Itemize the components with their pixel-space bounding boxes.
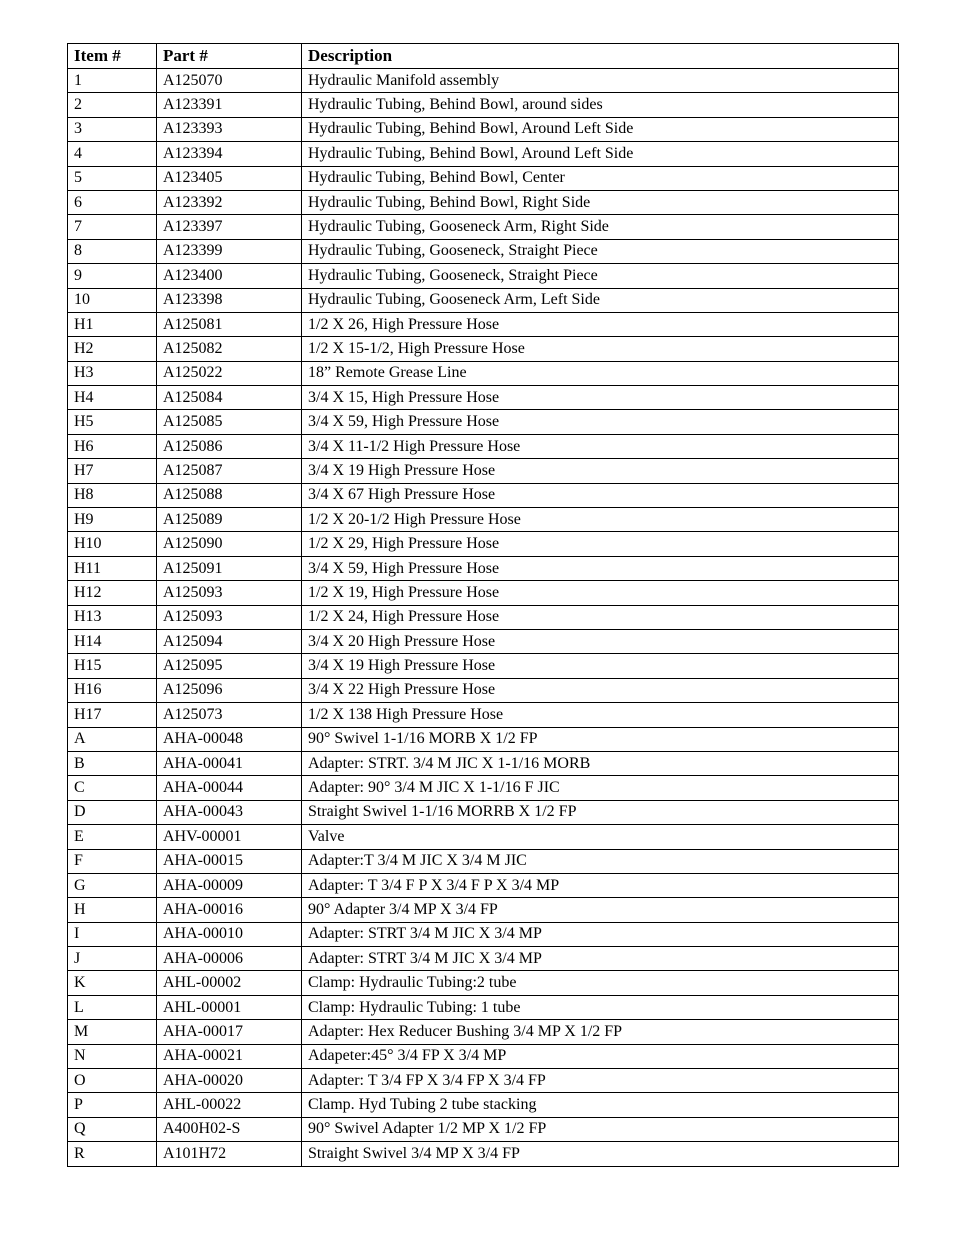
- item-number-cell: M: [68, 1020, 157, 1044]
- item-number-cell: H11: [68, 556, 157, 580]
- item-number-cell: N: [68, 1044, 157, 1068]
- table-row: [68, 337, 899, 361]
- part-number-cell: A125087: [157, 459, 302, 483]
- table-row: [68, 873, 899, 897]
- part-number-cell: AHA-00044: [157, 776, 302, 800]
- description-cell: Straight Swivel 1-1/16 MORRB X 1/2 FP: [302, 800, 899, 824]
- description-cell: Straight Swivel 3/4 MP X 3/4 FP: [302, 1142, 899, 1166]
- item-number-cell: O: [68, 1069, 157, 1093]
- table-row: [68, 142, 899, 166]
- description-cell: Hydraulic Tubing, Behind Bowl, Center: [302, 166, 899, 190]
- table-row: [68, 1117, 899, 1141]
- item-number-cell: H4: [68, 386, 157, 410]
- item-number-cell: H7: [68, 459, 157, 483]
- part-number-cell: A123393: [157, 117, 302, 141]
- table-header: [68, 44, 899, 69]
- item-number-cell: H10: [68, 532, 157, 556]
- part-number-cell: AHL-00022: [157, 1093, 302, 1117]
- part-number-cell: A125093: [157, 581, 302, 605]
- description-cell: Adapter: STRT. 3/4 M JIC X 1-1/16 MORB: [302, 751, 899, 775]
- part-number-cell: A125022: [157, 361, 302, 385]
- table-row: [68, 288, 899, 312]
- description-cell: Hydraulic Tubing, Gooseneck Arm, Right Side: [302, 215, 899, 239]
- part-number-cell: A123394: [157, 142, 302, 166]
- part-number-cell: AHA-00010: [157, 922, 302, 946]
- table-row: [68, 1020, 899, 1044]
- part-number-cell: AHL-00002: [157, 971, 302, 995]
- item-number-cell: J: [68, 947, 157, 971]
- part-number-cell: A125070: [157, 69, 302, 93]
- header-description: Description: [302, 44, 899, 69]
- table-row: [68, 849, 899, 873]
- description-cell: Adapeter:45° 3/4 FP X 3/4 MP: [302, 1044, 899, 1068]
- part-number-cell: A125093: [157, 605, 302, 629]
- description-cell: 1/2 X 29, High Pressure Hose: [302, 532, 899, 556]
- part-number-cell: AHA-00006: [157, 947, 302, 971]
- description-cell: Adapter: Hex Reducer Bushing 3/4 MP X 1/2 FP: [302, 1020, 899, 1044]
- table-row: [68, 1142, 899, 1166]
- part-number-cell: A125084: [157, 386, 302, 410]
- table-row: [68, 312, 899, 336]
- table-row: [68, 410, 899, 434]
- part-number-cell: AHA-00043: [157, 800, 302, 824]
- description-cell: Hydraulic Tubing, Behind Bowl, around sides: [302, 93, 899, 117]
- description-cell: Hydraulic Manifold assembly: [302, 69, 899, 93]
- item-number-cell: 10: [68, 288, 157, 312]
- item-number-cell: H2: [68, 337, 157, 361]
- part-number-cell: AHA-00009: [157, 873, 302, 897]
- description-cell: 18” Remote Grease Line: [302, 361, 899, 385]
- part-number-cell: A123399: [157, 239, 302, 263]
- description-cell: 90° Adapter 3/4 MP X 3/4 FP: [302, 898, 899, 922]
- table-row: [68, 215, 899, 239]
- table-row: [68, 727, 899, 751]
- description-cell: Clamp: Hydraulic Tubing:2 tube: [302, 971, 899, 995]
- part-number-cell: A125086: [157, 434, 302, 458]
- table-row: [68, 264, 899, 288]
- item-number-cell: H14: [68, 629, 157, 653]
- table-row: [68, 605, 899, 629]
- table-row: [68, 483, 899, 507]
- description-cell: Hydraulic Tubing, Behind Bowl, Around Left Side: [302, 117, 899, 141]
- table-row: [68, 703, 899, 727]
- item-number-cell: 8: [68, 239, 157, 263]
- item-number-cell: R: [68, 1142, 157, 1166]
- description-cell: Adapter: T 3/4 F P X 3/4 F P X 3/4 MP: [302, 873, 899, 897]
- part-number-cell: A123405: [157, 166, 302, 190]
- part-number-cell: AHA-00048: [157, 727, 302, 751]
- description-cell: Hydraulic Tubing, Gooseneck, Straight Piece: [302, 264, 899, 288]
- table-row: [68, 69, 899, 93]
- description-cell: 3/4 X 59, High Pressure Hose: [302, 410, 899, 434]
- item-number-cell: F: [68, 849, 157, 873]
- part-number-cell: A125090: [157, 532, 302, 556]
- description-cell: 3/4 X 20 High Pressure Hose: [302, 629, 899, 653]
- item-number-cell: H15: [68, 654, 157, 678]
- part-number-cell: AHA-00015: [157, 849, 302, 873]
- part-number-cell: AHA-00016: [157, 898, 302, 922]
- item-number-cell: H3: [68, 361, 157, 385]
- table-row: [68, 532, 899, 556]
- part-number-cell: AHL-00001: [157, 995, 302, 1019]
- table-row: [68, 361, 899, 385]
- description-cell: 3/4 X 11-1/2 High Pressure Hose: [302, 434, 899, 458]
- table-body: [68, 69, 899, 1167]
- table-row: [68, 434, 899, 458]
- item-number-cell: H: [68, 898, 157, 922]
- description-cell: 3/4 X 19 High Pressure Hose: [302, 654, 899, 678]
- description-cell: 1/2 X 24, High Pressure Hose: [302, 605, 899, 629]
- part-number-cell: AHA-00041: [157, 751, 302, 775]
- item-number-cell: H6: [68, 434, 157, 458]
- part-number-cell: A400H02-S: [157, 1117, 302, 1141]
- description-cell: 1/2 X 15-1/2, High Pressure Hose: [302, 337, 899, 361]
- part-number-cell: A125089: [157, 508, 302, 532]
- part-number-cell: A123391: [157, 93, 302, 117]
- table-row: [68, 995, 899, 1019]
- item-number-cell: A: [68, 727, 157, 751]
- table-row: [68, 825, 899, 849]
- description-cell: Valve: [302, 825, 899, 849]
- table-row: [68, 947, 899, 971]
- header-part-number: Part #: [157, 44, 302, 69]
- description-cell: Adapter: 90° 3/4 M JIC X 1-1/16 F JIC: [302, 776, 899, 800]
- description-cell: 1/2 X 26, High Pressure Hose: [302, 312, 899, 336]
- description-cell: Hydraulic Tubing, Gooseneck Arm, Left Side: [302, 288, 899, 312]
- item-number-cell: 3: [68, 117, 157, 141]
- part-number-cell: A123400: [157, 264, 302, 288]
- part-number-cell: AHA-00017: [157, 1020, 302, 1044]
- table-row: [68, 386, 899, 410]
- description-cell: Adapter: T 3/4 FP X 3/4 FP X 3/4 FP: [302, 1069, 899, 1093]
- description-cell: 90° Swivel 1-1/16 MORB X 1/2 FP: [302, 727, 899, 751]
- item-number-cell: G: [68, 873, 157, 897]
- part-number-cell: A123398: [157, 288, 302, 312]
- description-cell: 1/2 X 19, High Pressure Hose: [302, 581, 899, 605]
- item-number-cell: H1: [68, 312, 157, 336]
- item-number-cell: H5: [68, 410, 157, 434]
- description-cell: Hydraulic Tubing, Behind Bowl, Around Left Side: [302, 142, 899, 166]
- description-cell: Clamp. Hyd Tubing 2 tube stacking: [302, 1093, 899, 1117]
- description-cell: Adapter: STRT 3/4 M JIC X 3/4 MP: [302, 922, 899, 946]
- item-number-cell: C: [68, 776, 157, 800]
- item-number-cell: 9: [68, 264, 157, 288]
- description-cell: 3/4 X 67 High Pressure Hose: [302, 483, 899, 507]
- item-number-cell: 2: [68, 93, 157, 117]
- table-row: [68, 1069, 899, 1093]
- item-number-cell: 5: [68, 166, 157, 190]
- description-cell: 3/4 X 15, High Pressure Hose: [302, 386, 899, 410]
- description-cell: Adapter: STRT 3/4 M JIC X 3/4 MP: [302, 947, 899, 971]
- table-row: [68, 654, 899, 678]
- table-row: [68, 678, 899, 702]
- table-row: [68, 190, 899, 214]
- part-number-cell: AHA-00020: [157, 1069, 302, 1093]
- description-cell: 3/4 X 59, High Pressure Hose: [302, 556, 899, 580]
- item-number-cell: 1: [68, 69, 157, 93]
- table-row: [68, 1093, 899, 1117]
- part-number-cell: A125085: [157, 410, 302, 434]
- item-number-cell: H13: [68, 605, 157, 629]
- table-row: [68, 166, 899, 190]
- description-cell: 1/2 X 20-1/2 High Pressure Hose: [302, 508, 899, 532]
- description-cell: Hydraulic Tubing, Gooseneck, Straight Piece: [302, 239, 899, 263]
- part-number-cell: A123397: [157, 215, 302, 239]
- part-number-cell: A125094: [157, 629, 302, 653]
- table-row: [68, 922, 899, 946]
- table-row: [68, 239, 899, 263]
- description-cell: 3/4 X 19 High Pressure Hose: [302, 459, 899, 483]
- item-number-cell: P: [68, 1093, 157, 1117]
- header-item-number: Item #: [68, 44, 157, 69]
- item-number-cell: H8: [68, 483, 157, 507]
- header-row: [68, 44, 899, 69]
- description-cell: 90° Swivel Adapter 1/2 MP X 1/2 FP: [302, 1117, 899, 1141]
- part-number-cell: A125096: [157, 678, 302, 702]
- part-number-cell: A125091: [157, 556, 302, 580]
- description-cell: 1/2 X 138 High Pressure Hose: [302, 703, 899, 727]
- item-number-cell: 4: [68, 142, 157, 166]
- item-number-cell: I: [68, 922, 157, 946]
- table-row: [68, 93, 899, 117]
- table-row: [68, 508, 899, 532]
- item-number-cell: B: [68, 751, 157, 775]
- part-number-cell: A125073: [157, 703, 302, 727]
- part-number-cell: A125082: [157, 337, 302, 361]
- table-row: [68, 751, 899, 775]
- item-number-cell: E: [68, 825, 157, 849]
- item-number-cell: L: [68, 995, 157, 1019]
- table-row: [68, 776, 899, 800]
- item-number-cell: 7: [68, 215, 157, 239]
- item-number-cell: Q: [68, 1117, 157, 1141]
- part-number-cell: A125088: [157, 483, 302, 507]
- item-number-cell: H9: [68, 508, 157, 532]
- description-cell: Hydraulic Tubing, Behind Bowl, Right Side: [302, 190, 899, 214]
- item-number-cell: K: [68, 971, 157, 995]
- table-row: [68, 556, 899, 580]
- part-number-cell: A125081: [157, 312, 302, 336]
- part-number-cell: A101H72: [157, 1142, 302, 1166]
- part-number-cell: AHV-00001: [157, 825, 302, 849]
- part-number-cell: A123392: [157, 190, 302, 214]
- table-row: [68, 800, 899, 824]
- table-row: [68, 459, 899, 483]
- table-row: [68, 581, 899, 605]
- table-row: [68, 117, 899, 141]
- item-number-cell: H16: [68, 678, 157, 702]
- table-row: [68, 898, 899, 922]
- table-row: [68, 629, 899, 653]
- parts-table: [67, 43, 899, 1167]
- item-number-cell: 6: [68, 190, 157, 214]
- item-number-cell: D: [68, 800, 157, 824]
- description-cell: 3/4 X 22 High Pressure Hose: [302, 678, 899, 702]
- table-row: [68, 971, 899, 995]
- part-number-cell: A125095: [157, 654, 302, 678]
- description-cell: Adapter:T 3/4 M JIC X 3/4 M JIC: [302, 849, 899, 873]
- description-cell: Clamp: Hydraulic Tubing: 1 tube: [302, 995, 899, 1019]
- part-number-cell: AHA-00021: [157, 1044, 302, 1068]
- table-row: [68, 1044, 899, 1068]
- item-number-cell: H12: [68, 581, 157, 605]
- item-number-cell: H17: [68, 703, 157, 727]
